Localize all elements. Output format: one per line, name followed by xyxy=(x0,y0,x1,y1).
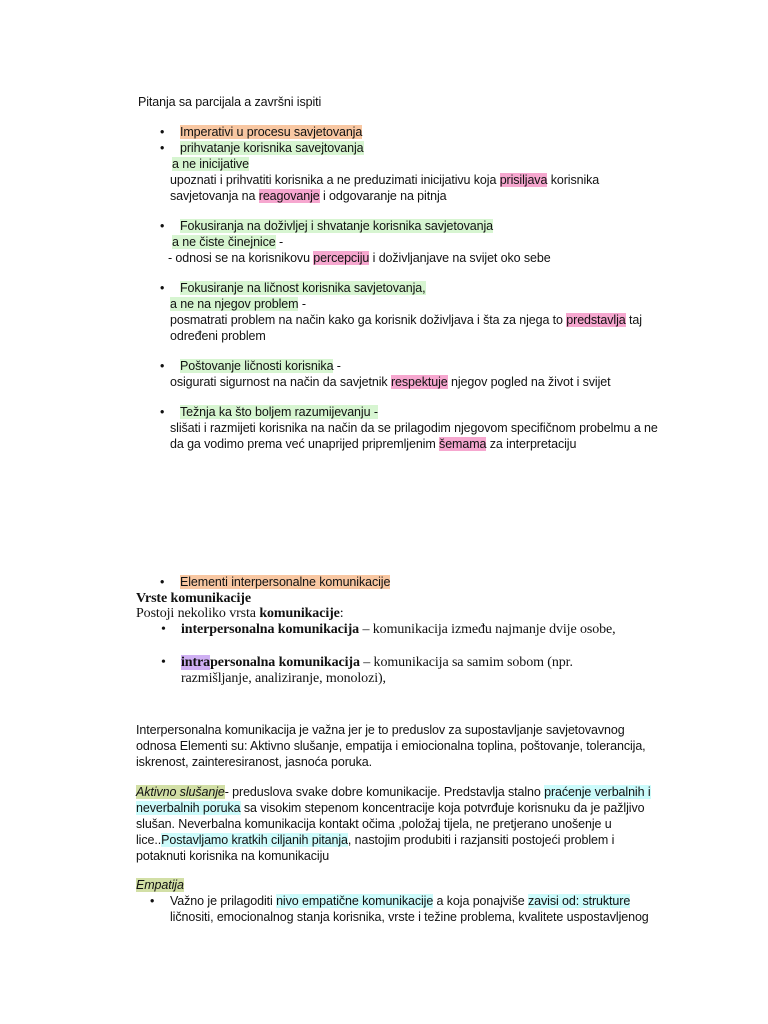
text-line: savjetovanja na reagovanje i odgovaranje na pitnja xyxy=(170,189,447,203)
bullet-teznja xyxy=(180,404,378,420)
text-line: upoznati i prihvatiti korisnika a ne preduzimati inicijativu koja prisiljava korisnika xyxy=(170,173,600,187)
highlight-intra: intra xyxy=(181,655,211,670)
highlight-reagovanje: reagovanje xyxy=(258,189,320,203)
heading-prihvatanje: prihvatanje korisnika savejtovanja xyxy=(180,141,364,155)
page-title: Pitanja sa parcijala a završni ispiti xyxy=(138,95,322,109)
paragraph-line: odnosa Elementi su: Aktivno slušanje, empatija i emiocionalna toplina, poštovanje, tolerancija, xyxy=(136,739,646,753)
bullet-prihvatanje xyxy=(180,140,364,156)
text-line: razmišljanje, analiziranje, monolozi), xyxy=(181,671,386,686)
highlight-nivo: nivo empatične komunikacije xyxy=(276,894,434,908)
paragraph-line: lice..Postavljamo kratkih ciljanih pitanja, nastojim produbiti i razjansiti postojeći problem i xyxy=(136,833,615,847)
highlight-pracenje: praćenje verbalnih i xyxy=(544,785,651,799)
list-item-empatija: • Važno je prilagoditi nivo empatične komunikacije a koja ponajviše zavisi od: strukture xyxy=(170,893,630,909)
heading-imperativi: Imperativi u procesu savjetovanja xyxy=(180,125,363,139)
heading-fokusiranja: Fokusiranja na doživljej i shvatanje korisnika savjetovanja xyxy=(180,219,494,233)
bullet-licnost xyxy=(180,280,426,296)
highlight-percepciju: percepciju xyxy=(313,251,370,265)
text-line: određeni problem xyxy=(170,329,266,343)
highlight-semama: šemama xyxy=(439,437,487,451)
subheading-cinjenice: a ne čiste činejnice - xyxy=(172,235,284,249)
paragraph-line: slušan. Neverbalna komunikacija kontakt očima ,položaj tijela, ne pretjerano unošenje u xyxy=(136,817,612,831)
bullet-fokusiranja xyxy=(180,218,493,234)
text-line: da ga vodimo prema već unaprijed pripremljenim šemama za interpretaciju xyxy=(170,437,577,451)
text-line: posmatrati problem na način kako ga korisnik doživljava i šta za njega to predstavlja taj xyxy=(170,313,642,327)
highlight-postavljamo: Postavljamo kratkih ciljanih pitanja xyxy=(161,833,348,847)
subheading-inicijative: a ne inicijative xyxy=(172,157,249,171)
subheading-problem: a ne na njegov problem - xyxy=(170,297,306,311)
heading-vrste: Vrste komunikacije xyxy=(136,591,251,606)
highlight-zavisi: zavisi od: strukture xyxy=(527,894,631,908)
paragraph-line: ličnositi, emocionalnog stanja korisnika, vrste i težine problema, kvalitete uspostavljenog xyxy=(170,910,649,924)
highlight-aktivno-slusanje: Aktivno slušanje xyxy=(136,785,225,799)
bullet-elementi xyxy=(180,574,390,590)
paragraph-line: iskrenost, zainteresiranost, jasnoća poruka. xyxy=(136,755,372,769)
heading-empatija: Empatija xyxy=(136,878,184,892)
paragraph-line: neverbalnih poruka sa visokim stepenom koncentracije koja potvrđuje korisnuku da je pažljivo xyxy=(136,801,645,815)
heading-postovanje: Poštovanje ličnosti korisnika xyxy=(180,359,334,373)
list-item-intrapersonalna: • intrapersonalna komunikacija – komunikacija sa samim sobom (npr. xyxy=(181,654,573,671)
highlight-prisiljava: prisiljava xyxy=(499,173,548,187)
text-line: - odnosi se na korisnikovu percepciju i doživljanjave na svijet oko sebe xyxy=(168,251,551,265)
paragraph-line: Aktivno slušanje- preduslova svake dobre komunikacije. Predstavlja stalno praćenje verbalnih i xyxy=(136,785,651,799)
heading-teznja: Težnja ka što boljem razumijevanju - xyxy=(180,405,378,419)
text-line: slišati i razmijeti korisnika na način da se prilagodim njegovom specifičnom probelmu a ne xyxy=(170,421,658,435)
text-line: osigurati sigurnost na način da savjetnik respektuje njegov pogled na život i svijet xyxy=(170,375,611,389)
highlight-neverbalnih: neverbalnih poruka xyxy=(136,801,241,815)
highlight-respektuje: respektuje xyxy=(390,375,448,389)
paragraph-line: potaknuti korisnika na komunikaciju xyxy=(136,849,330,863)
bullet-imperativi xyxy=(180,124,362,140)
list-item-interpersonalna: • interpersonalna komunikacija – komunikacija između najmanje dvije osobe, xyxy=(181,621,616,638)
bullet-postovanje: • Poštovanje ličnosti korisnika - xyxy=(180,358,341,374)
text-line: Postoji nekoliko vrsta komunikacije: xyxy=(136,606,344,621)
heading-elementi: Elementi interpersonalne komunikacije xyxy=(180,575,391,589)
heading-licnost: Fokusiranje na ličnost korisnika savjetovanja, xyxy=(180,281,426,295)
highlight-predstavlja: predstavlja xyxy=(566,313,626,327)
paragraph-line: Interpersonalna komunikacija je važna jer je to preduslov za supostavljanje savjetovavnog xyxy=(136,723,625,737)
